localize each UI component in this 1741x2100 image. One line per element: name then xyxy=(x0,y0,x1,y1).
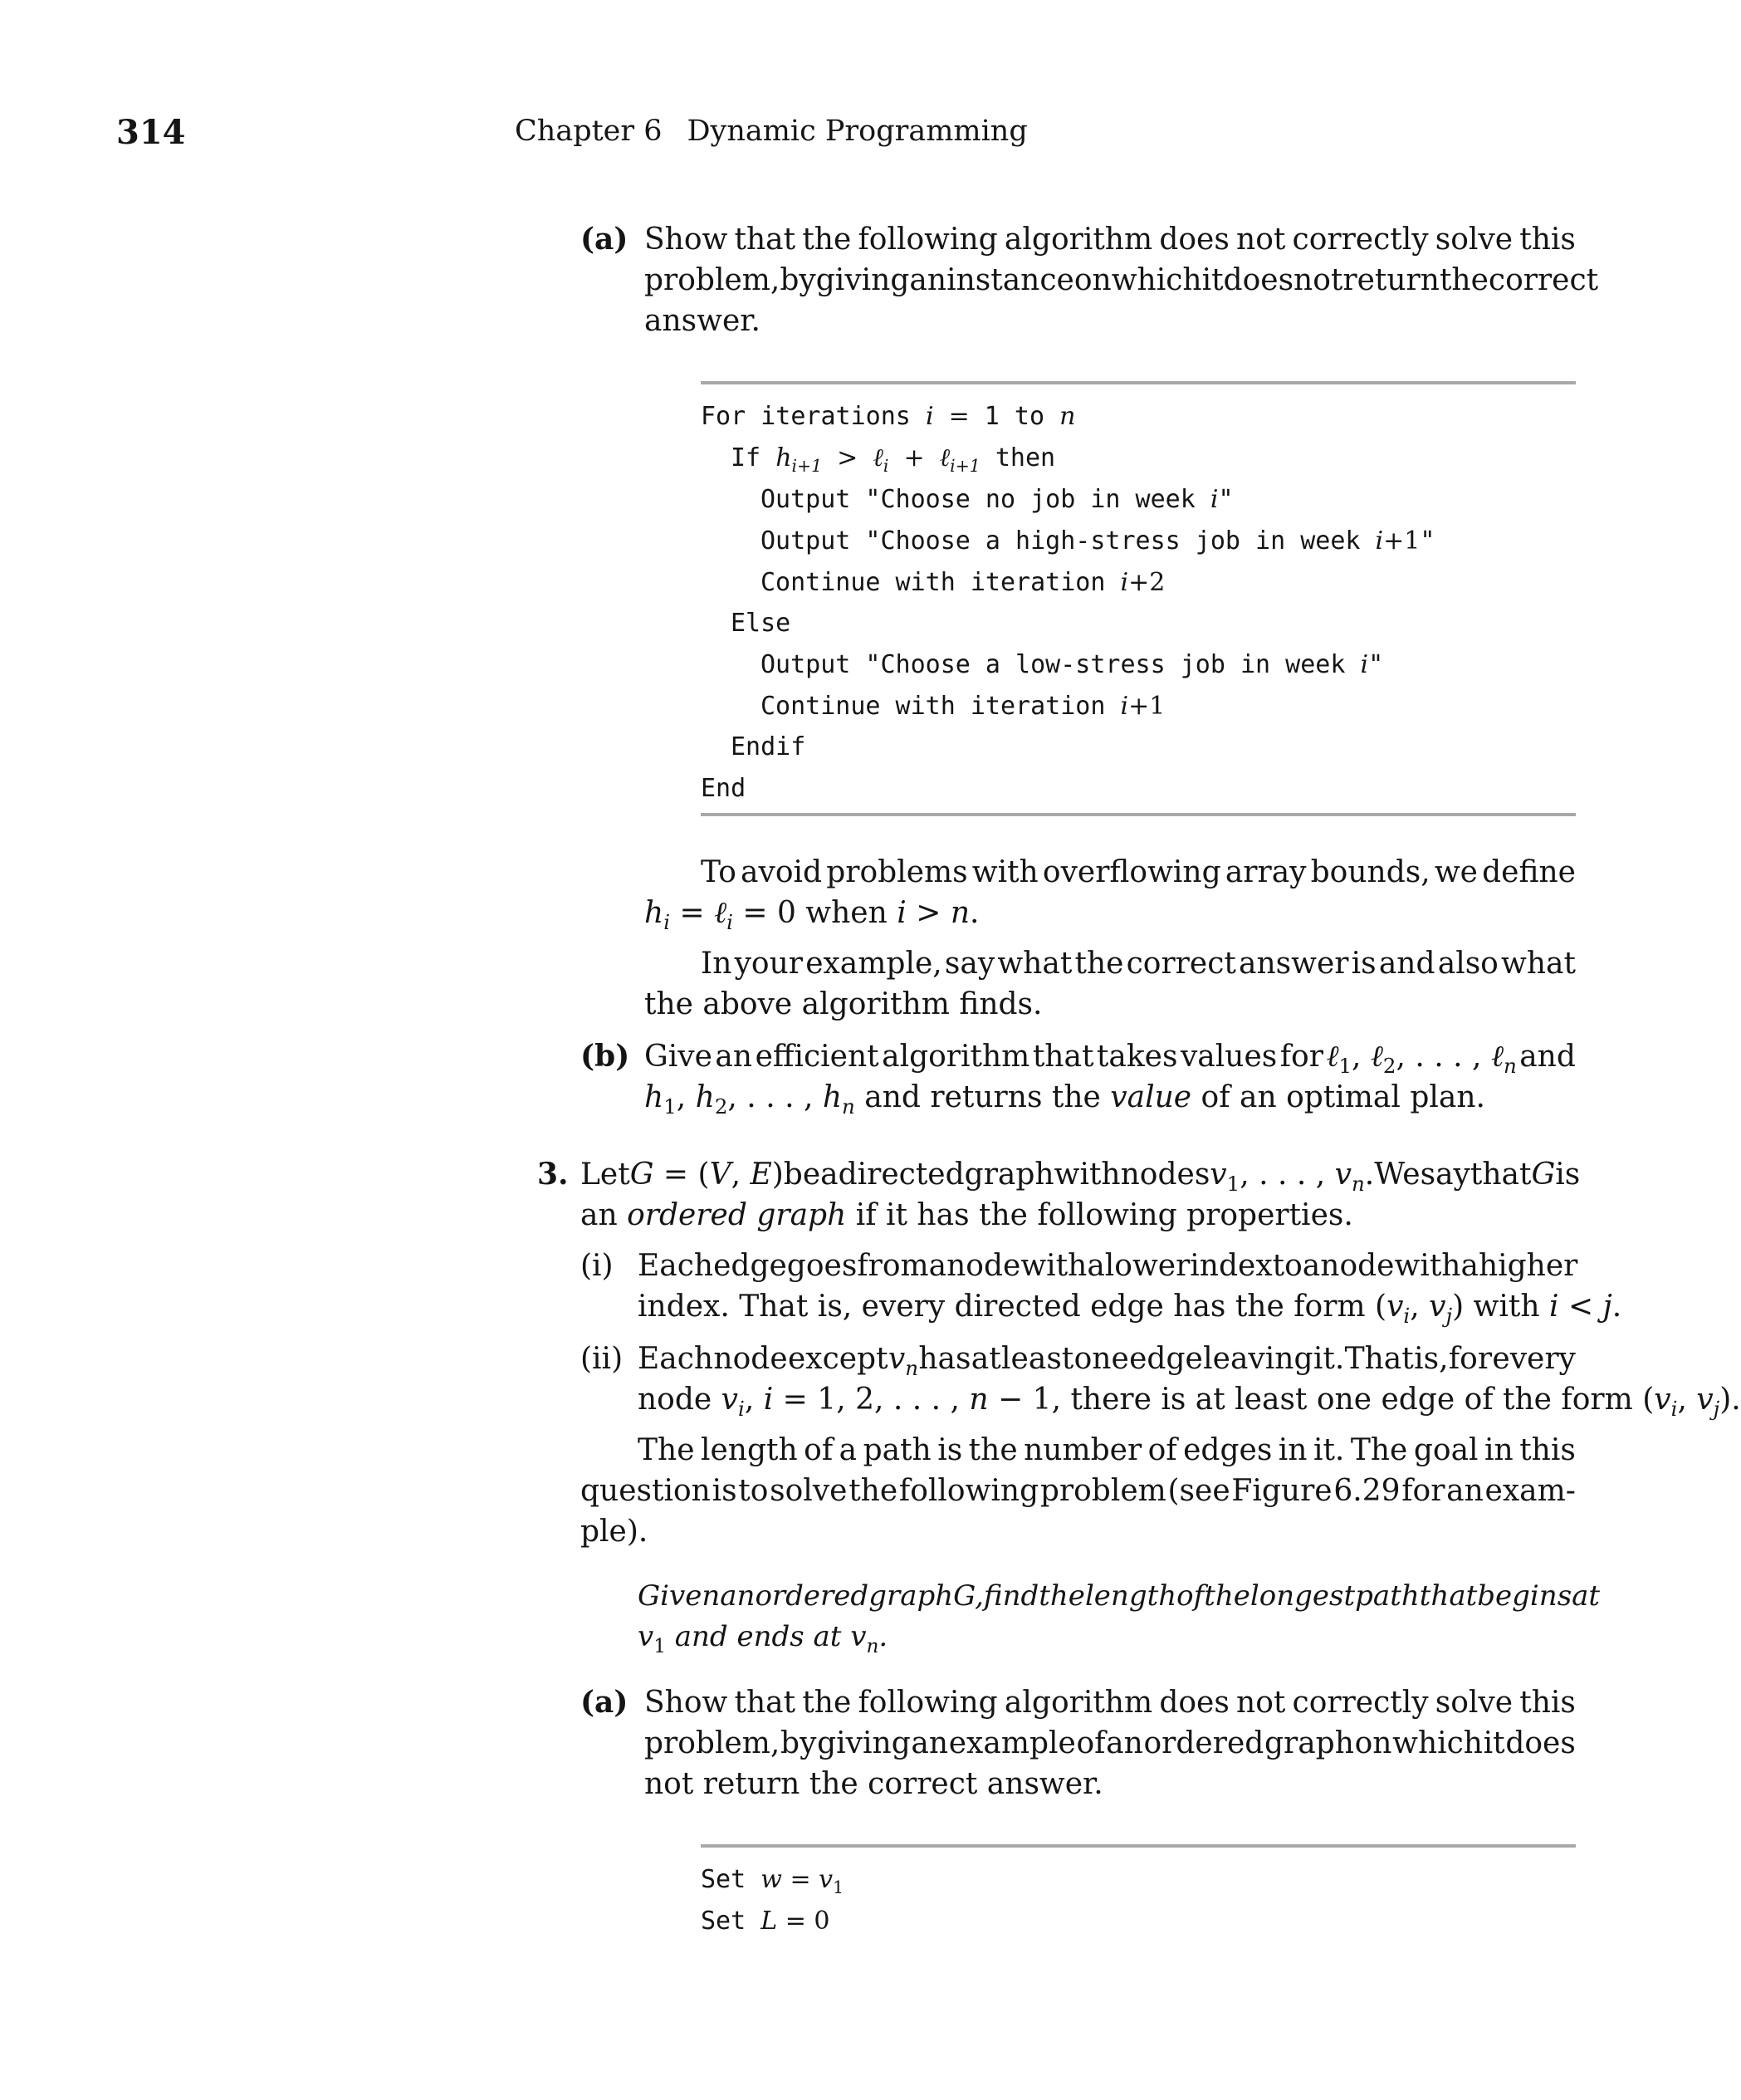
length-line-2: question is to solve the following problem (see Figure 6.29 for an exam- xyxy=(580,1474,1576,1508)
goal-line-2: $v_1$ and ends at $v_n$. xyxy=(638,1620,888,1657)
page-number: 314 xyxy=(116,113,186,152)
code-line-6: Else xyxy=(731,609,791,638)
property-ii-line-1: Each node except $v_n$ has at least one edge leaving it. That is, for every xyxy=(638,1342,1576,1381)
code-rule-top xyxy=(701,381,1576,384)
problem3-intro-line-2: an ordered graph if it has the following properties. xyxy=(580,1198,1353,1232)
bounds-line-1: To avoid problems with overflowing array bounds, we define xyxy=(701,855,1576,889)
chapter-title: Dynamic Programming xyxy=(687,115,1028,148)
example-paragraph xyxy=(644,943,1576,1025)
problem3-part-a-label: (a) xyxy=(580,1685,628,1720)
property-ii-label: (ii) xyxy=(580,1342,624,1376)
property-ii-text xyxy=(638,1339,1741,1422)
bounds-line-2: $h_i$ = ℓ$_i$ = 0 when i > n. xyxy=(644,896,980,935)
example-line-1: In your example, say what the correct answer is and also what xyxy=(701,947,1576,981)
problem3-number: 3. xyxy=(537,1157,569,1192)
problem2-b-line-2: $h_1$, $h_2$, . . . , $h_n$ and returns the value of an optimal plan. xyxy=(644,1080,1485,1119)
code-line-4: Output "Choose a high-stress job in week i+1" xyxy=(760,526,1435,556)
code-line-8: Continue with iteration i+1 xyxy=(760,692,1166,721)
length-paragraph xyxy=(580,1430,1576,1552)
problem2-part-b-label: (b) xyxy=(580,1039,630,1074)
problem3-intro-line-1: Let G = (V, E) be a directed graph with nodes $v_1$, . . . , $v_n$. We say that G is xyxy=(580,1158,1581,1197)
code2-line-1: Set $w = v_1$ xyxy=(701,1865,844,1897)
property-i-line-1: Each edge goes from a node with a lower index to a node with a higher xyxy=(638,1249,1578,1283)
code-line-7: Output "Choose a low-stress job in week i" xyxy=(760,650,1384,679)
bounds-paragraph xyxy=(644,852,1576,933)
problem2-a-line-2: problem, by giving an instance on which it does not return the correct xyxy=(644,263,1599,297)
problem3-intro xyxy=(580,1154,1581,1236)
property-ii-line-2: node $v_i$, i = 1, 2, . . . , n − 1, there is at least one edge of the form ($v_i$, $v_j$). xyxy=(638,1383,1741,1422)
code-line-10: End xyxy=(701,774,746,803)
problem2-b-line-1: Give an efficient algorithm that takes values for ℓ$_1$, ℓ$_2$, . . . , ℓ$_n$ and xyxy=(644,1040,1576,1079)
problem2-part-a-text xyxy=(644,219,1599,341)
problem2-part-a-label: (a) xyxy=(580,222,628,257)
running-head xyxy=(515,115,1028,148)
problem2-a-line-1: Show that the following algorithm does not correctly solve this xyxy=(644,223,1576,257)
code-line-5: Continue with iteration i+2 xyxy=(760,568,1166,597)
problem2-a-line-3: answer. xyxy=(644,304,760,338)
length-line-3: ple). xyxy=(580,1515,648,1549)
problem2-part-b-text xyxy=(644,1036,1576,1118)
example-line-2: the above algorithm finds. xyxy=(644,987,1043,1021)
code-line-3: Output "Choose no job in week i" xyxy=(760,485,1234,514)
problem3-part-a-text xyxy=(644,1682,1576,1804)
problem3-a-line-1: Show that the following algorithm does not correctly solve this xyxy=(644,1686,1576,1720)
property-i-label: (i) xyxy=(580,1249,614,1283)
problem3-a-line-3: not return the correct answer. xyxy=(644,1767,1103,1801)
code-line-9: Endif xyxy=(731,732,806,761)
code2-line-2: Set L = 0 xyxy=(701,1907,830,1936)
problem3-a-line-2: problem, by giving an example of an ordered graph on which it does xyxy=(644,1726,1576,1760)
goal-statement xyxy=(638,1576,1601,1657)
code-line-2: If $h_{i+1}$ > ℓ$_i$ + ℓ$_{i+1}$ then xyxy=(731,443,1056,476)
goal-line-1: Given an ordered graph G, find the length of the longest path that begins at xyxy=(638,1579,1601,1613)
property-i-line-2: index. That is, every directed edge has the form ($v_i$, $v_j$) with i < j. xyxy=(638,1290,1622,1329)
chapter-label: Chapter 6 xyxy=(515,115,663,148)
code-rule-top-2 xyxy=(701,1844,1576,1848)
length-line-1: The length of a path is the number of edges in it. The goal in this xyxy=(638,1433,1576,1467)
property-i-text xyxy=(638,1246,1622,1329)
code-rule-bottom xyxy=(701,813,1576,816)
code-line-1: For iterations i = 1 to n xyxy=(701,402,1076,431)
